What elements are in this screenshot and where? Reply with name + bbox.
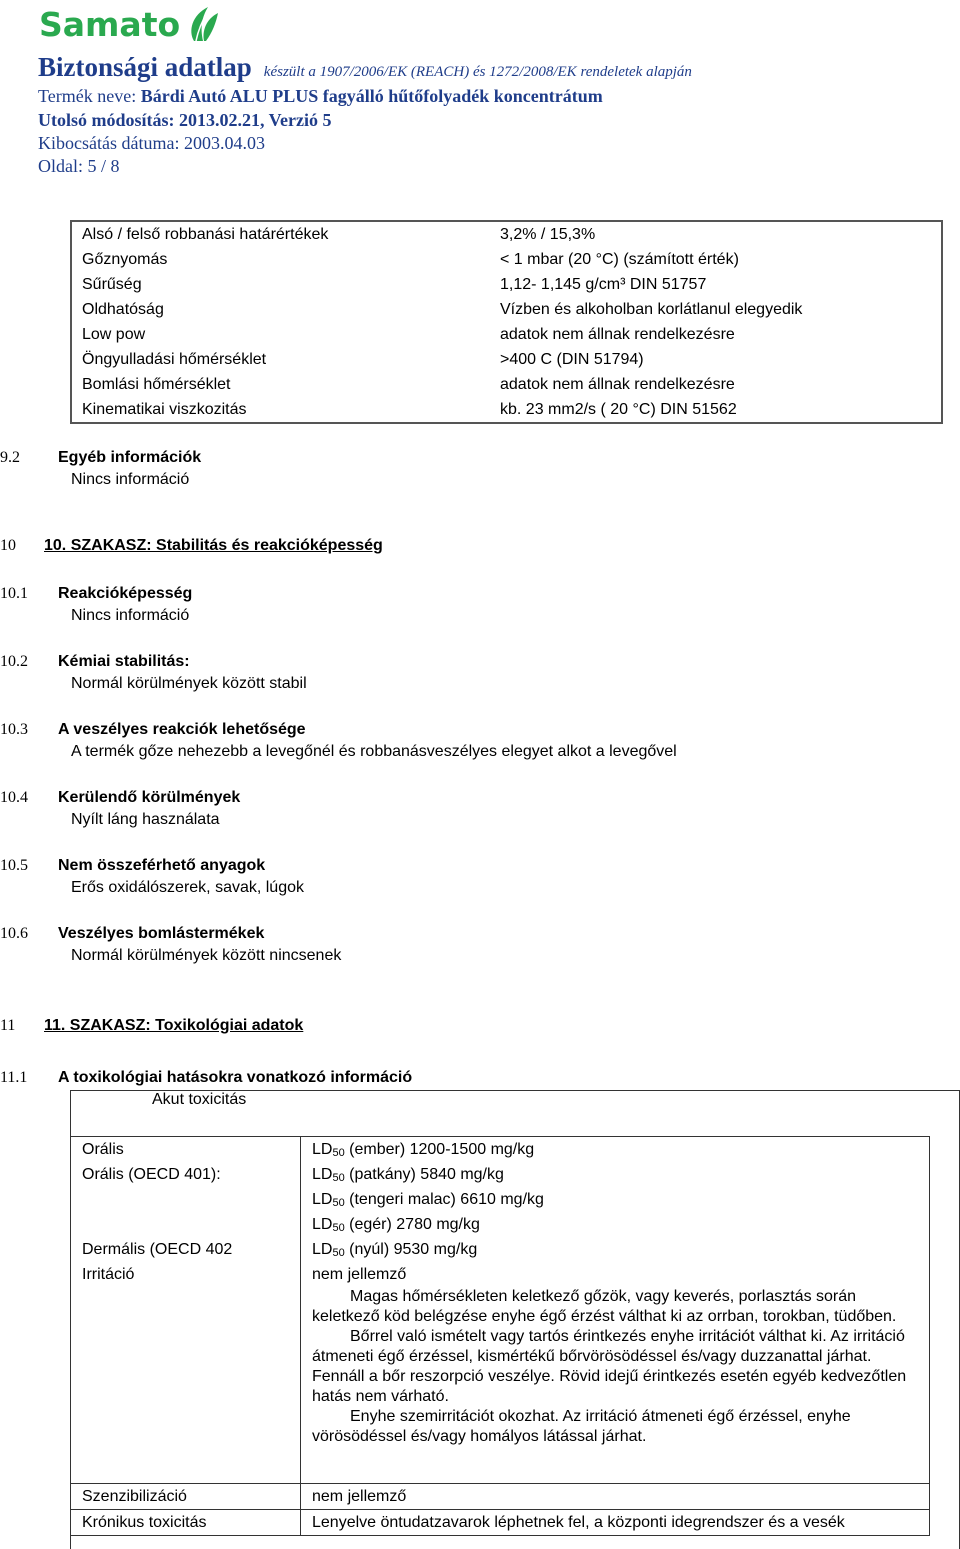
page-number: Oldal: 5 / 8	[38, 156, 120, 176]
ld50-list	[312, 1137, 925, 1262]
section-number: 10.1	[0, 585, 28, 602]
tox-label-irritation: Irritáció	[82, 1266, 135, 1283]
property-label: Bomlási hőmérséklet	[82, 376, 231, 393]
product-label: Termék neve:	[38, 86, 137, 106]
ld-prefix: LD	[312, 1166, 333, 1183]
issue-date: Kibocsátás dátuma: 2003.04.03	[38, 133, 265, 153]
property-row	[71, 322, 942, 347]
property-row	[71, 272, 942, 297]
property-value: 1,12- 1,145 g/cm³ DIN 51757	[500, 276, 707, 293]
ld50-item	[312, 1212, 925, 1237]
section-subtitle: Akut toxicitás	[152, 1091, 247, 1108]
section-10-6	[0, 925, 900, 969]
document-title	[38, 52, 692, 83]
property-row	[71, 297, 942, 322]
section-number: 10.6	[0, 925, 28, 942]
section-text: Normál körülmények között nincsenek	[71, 947, 342, 964]
property-label: Kinematikai viszkozitás	[82, 401, 247, 418]
property-row	[71, 397, 942, 423]
tox-label-chronic: Krónikus toxicitás	[82, 1514, 207, 1531]
section-title: A toxikológiai hatásokra vonatkozó információ	[58, 1069, 413, 1086]
section-title: Veszélyes bomlástermékek	[58, 925, 265, 942]
section-title: Egyéb információk	[58, 449, 202, 466]
ld-prefix: LD	[312, 1216, 333, 1233]
product-name: Bárdi Autó ALU PLUS fagyálló hűtőfolyadék koncentrátum	[140, 86, 603, 106]
property-label: Alsó / felső robbanási határértékek	[82, 226, 329, 243]
tox-row-chronic	[71, 1510, 930, 1536]
section-text: Nincs információ	[71, 607, 190, 624]
ld50-item	[312, 1137, 925, 1162]
ld-subscript: 50	[332, 1197, 345, 1209]
section-title: 10. SZAKASZ: Stabilitás és reakcióképesség	[44, 537, 383, 554]
toxicity-table	[70, 1136, 930, 1536]
properties-table	[70, 220, 943, 424]
tox-label-sensitization: Szenzibilizáció	[82, 1488, 187, 1505]
section-number: 11.1	[0, 1069, 28, 1086]
section-title: Nem összeférhető anyagok	[58, 857, 266, 874]
property-label: Öngyulladási hőmérséklet	[82, 351, 267, 368]
property-value: adatok nem állnak rendelkezésre	[500, 326, 735, 343]
section-text: A termék gőze nehezebb a levegőnél és robbanásveszélyes elegyet alkot a levegővel	[71, 743, 677, 760]
irritation-value: nem jellemző	[312, 1266, 407, 1283]
property-label: Low pow	[82, 326, 146, 343]
section-number: 10.2	[0, 653, 28, 670]
ld-subscript: 50	[332, 1172, 345, 1184]
section-text: Nyílt láng használata	[71, 811, 220, 828]
ld-value: (egér) 2780 mg/kg	[344, 1216, 480, 1233]
ld-prefix: LD	[312, 1141, 333, 1158]
section-10	[0, 537, 900, 559]
section-text: Nincs információ	[71, 471, 190, 488]
ld-subscript: 50	[332, 1147, 345, 1159]
section-number: 10.4	[0, 789, 28, 806]
ld-value: (tengeri malac) 6610 mg/kg	[344, 1191, 544, 1208]
section-10-5	[0, 857, 900, 901]
property-label: Sűrűség	[82, 276, 142, 293]
company-logo	[39, 4, 220, 44]
ld-prefix: LD	[312, 1241, 333, 1258]
ld50-item	[312, 1162, 925, 1187]
tox-label-dermal: Dermális (OECD 402	[82, 1241, 233, 1258]
tox-row-sensitization	[71, 1484, 930, 1510]
section-10-4	[0, 789, 900, 833]
tox-label-oral: Orális	[82, 1141, 124, 1158]
chronic-value: Lenyelve öntudatzavarok léphetnek fel, a központi idegrendszer és a vesék	[312, 1514, 845, 1531]
ld-value: (nyúl) 9530 mg/kg	[344, 1241, 478, 1258]
irritation-paragraph-1: Magas hőmérsékleten keletkező gőzök, vagy keverés, porlasztás során keletkező köd belégzése enyhe égő érzést válthat ki az orrban, torokban, tüdőben.	[312, 1288, 897, 1325]
property-value: Vízben és alkoholban korlátlanul elegyedik	[500, 301, 803, 318]
tox-labels-acute	[71, 1137, 301, 1484]
section-number: 10.3	[0, 721, 28, 738]
property-row	[71, 221, 942, 247]
ld-subscript: 50	[332, 1222, 345, 1234]
section-10-1	[0, 585, 900, 629]
ld-value: (ember) 1200-1500 mg/kg	[344, 1141, 535, 1158]
ld50-item	[312, 1237, 925, 1262]
property-label: Oldhatóság	[82, 301, 164, 318]
ld-prefix: LD	[312, 1191, 333, 1208]
section-9-2	[0, 449, 900, 493]
section-number: 11	[0, 1017, 16, 1034]
ld50-item	[312, 1187, 925, 1212]
sensitization-value: nem jellemző	[312, 1488, 407, 1505]
ld-subscript: 50	[332, 1247, 345, 1259]
tox-label-oral-oecd: Orális (OECD 401):	[82, 1166, 221, 1183]
section-number: 9.2	[0, 449, 20, 466]
irritation-paragraph-3: Enyhe szemirritációt okozhat. Az irritáció átmeneti égő érzéssel, enyhe vörösödéssel és/vagy homályos látással járhat.	[312, 1408, 851, 1445]
ld-value: (patkány) 5840 mg/kg	[344, 1166, 504, 1183]
section-number: 10.5	[0, 857, 28, 874]
section-title: Kerülendő körülmények	[58, 789, 241, 806]
tox-row-acute	[71, 1137, 930, 1484]
product-line	[38, 86, 603, 107]
property-value: >400 C (DIN 51794)	[500, 351, 644, 368]
section-10-2	[0, 653, 900, 697]
title-subtitle: készült a 1907/2006/EK (REACH) és 1272/2008/EK rendeletek alapján	[263, 64, 692, 80]
property-label: Gőznyomás	[82, 251, 168, 268]
section-title: Reakcióképesség	[58, 585, 193, 602]
title-text: Biztonsági adatlap	[38, 52, 252, 82]
logo-text: Samato	[39, 4, 181, 44]
section-number: 10	[0, 537, 16, 554]
section-text: Erős oxidálószerek, savak, lúgok	[71, 879, 304, 896]
property-row	[71, 347, 942, 372]
section-10-3	[0, 721, 900, 765]
tox-values-acute	[301, 1137, 930, 1484]
section-title: Kémiai stabilitás:	[58, 653, 190, 670]
section-text: Normál körülmények között stabil	[71, 675, 307, 692]
property-value: kb. 23 mm2/s ( 20 °C) DIN 51562	[500, 401, 737, 418]
section-11	[0, 1017, 900, 1039]
property-value: 3,2% / 15,3%	[500, 226, 596, 243]
property-row	[71, 247, 942, 272]
leaf-icon	[186, 5, 220, 43]
last-modified: Utolsó módosítás: 2013.02.21, Verzió 5	[38, 110, 332, 130]
property-value: < 1 mbar (20 °C) (számított érték)	[500, 251, 739, 268]
property-value: adatok nem állnak rendelkezésre	[500, 376, 735, 393]
section-title: A veszélyes reakciók lehetősége	[58, 721, 306, 738]
section-title: 11. SZAKASZ: Toxikológiai adatok	[44, 1017, 304, 1034]
property-row	[71, 372, 942, 397]
irritation-paragraph-2: Bőrrel való ismételt vagy tartós érintkezés enyhe irritációt válthat ki. Az irritáció átmeneti égő érzéssel, kismértékű bőrvörösödéssel és/vagy duzzanattal járhat. Fennáll a bőr reszorpció veszélye. Rövid idejű érintkezés esetén egyéb kedvezőtlen hatás nem várható.	[312, 1328, 907, 1405]
